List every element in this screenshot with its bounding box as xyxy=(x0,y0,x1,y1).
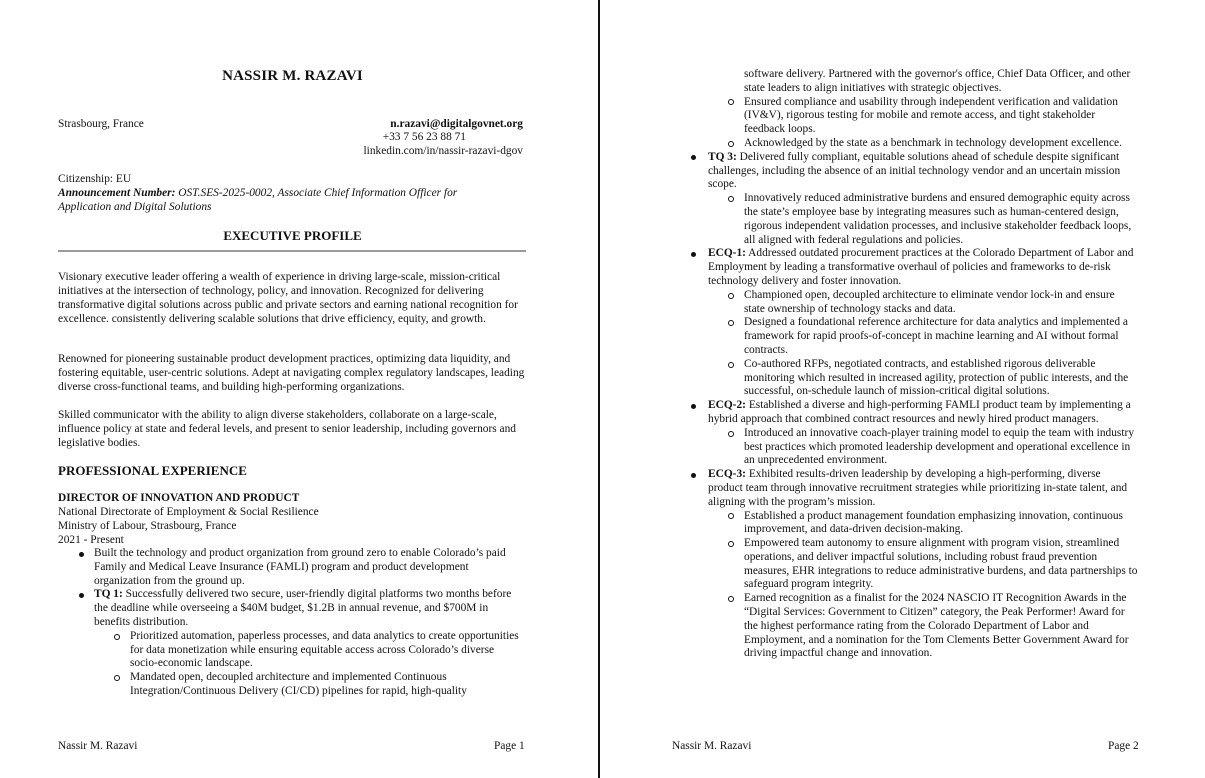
citizenship: Citizenship: EU xyxy=(58,173,132,185)
resume-page-1 xyxy=(0,0,598,778)
bullet-text: Empowered team autonomy to ensure alignment with program vision, streamlined operations, and deliver impactful solutions, including robust fraud prevention measures, EHR integrations to reduce administrative burdens, and data partnerships to safeguard program integrity. xyxy=(744,537,1138,591)
experience-bullets xyxy=(94,547,524,699)
bullet-text: Mandated open, decoupled architecture and implemented Continuous Integration/Continuous Delivery (CI/CD) pipelines for rapid, high-quality xyxy=(130,671,467,697)
bullet-text: Addressed outdated procurement practices at the Colorado Department of Labor and Employment by leading a transformative overhaul of policies and frameworks to de-risk technology delivery and foster innovation. xyxy=(708,247,1134,287)
bullet-text: Ensured compliance and usability through independent verification and validation (IV&V), rigorous testing for mobile and remote access, and tight stakeholder feedback loops. xyxy=(744,95,1118,136)
organization: National Directorate of Employment & Social Resilience xyxy=(58,506,319,518)
profile-paragraph-3: Skilled communicator with the ability to align diverse stakeholders, collaborate on a large-scale, influence policy at state and federal levels, and present to senior leadership, including governors and legislative bodies. xyxy=(58,409,517,449)
sub-list-item xyxy=(744,289,1138,317)
bullet-text: Championed open, decoupled architecture to eliminate vendor lock-in and ensure state ownership of technology stacks and data. xyxy=(744,288,1115,315)
job-title: DIRECTOR OF INNOVATION AND PRODUCT xyxy=(58,492,300,504)
bullet-text: Designed a foundational reference architecture for data analytics and implemented a framework for rapid proofs-of-concept in machine learning and AI without formal contracts. xyxy=(744,316,1128,356)
list-item xyxy=(94,547,524,588)
bullet-text: Co-authored RFPs, negotiated contracts, and established rigorous deliverable monitoring which resulted in increased agility, protection of public interests, and the successful, on-schedule launch of mission-critical digital solutions. xyxy=(744,357,1129,398)
bullet-label: ECQ-3: xyxy=(708,468,746,481)
list-item xyxy=(708,151,1138,192)
bullet-text: Innovatively reduced administrative burdens and ensured demographic equity across the state’s employee base by integrating measures such as human-centered design, rigorous independent validation processes, and inclusive stakeholder feedback loops, all aligned with federal regulations and policies. xyxy=(744,192,1132,246)
sub-list-item xyxy=(130,630,524,671)
bullet-text: Delivered fully compliant, equitable solutions ahead of schedule despite significant challenges, including the absence of an initial technology vendor and an uncertain mission scope. xyxy=(708,150,1121,191)
sub-list-item xyxy=(744,316,1138,357)
bullet-label: TQ 3: xyxy=(708,150,737,163)
linkedin-link[interactable]: linkedin.com/in/nassir-razavi-dgov xyxy=(363,145,523,157)
footer-name: Nassir M. Razavi xyxy=(672,740,752,752)
candidate-name: NASSIR M. RAZAVI xyxy=(222,68,363,84)
bullet-text: Introduced an innovative coach-player training model to equip the team with industry best practices which promoted leadership development and operational excellence in an unprecedented environment. xyxy=(744,426,1135,467)
footer-page-number: Page 2 xyxy=(1108,740,1139,752)
announcement-label: Announcement Number: xyxy=(58,187,176,199)
list-item xyxy=(708,468,1138,509)
sub-list-item xyxy=(744,537,1138,592)
bullet-text: Established a product management foundation emphasizing innovation, continuous improvement, and data-driven decision-making. xyxy=(744,509,1123,536)
sub-list-item xyxy=(744,592,1138,661)
bullet-label: ECQ-1: xyxy=(708,247,746,260)
sub-list-item xyxy=(130,671,524,699)
announcement xyxy=(58,187,498,215)
list-item xyxy=(94,588,524,629)
announcement-value: OST.SES-2025-0002, Associate Chief Information Officer for Application and Digital Solutions xyxy=(58,187,458,213)
bullet-text: Exhibited results-driven leadership by developing a high-performing, diverse product team through innovative recruitment strategies while prioritizing in-state talent, and aligning with the program’s mission. xyxy=(708,468,1128,508)
footer-name: Nassir M. Razavi xyxy=(58,740,138,752)
sub-list-item xyxy=(744,510,1138,538)
footer-page-number: Page 1 xyxy=(494,740,525,752)
list-item xyxy=(708,399,1138,427)
sub-list-item xyxy=(744,358,1138,399)
bullet-label: TQ 1: xyxy=(94,588,123,601)
sub-list-item xyxy=(744,192,1138,247)
resume-page-2 xyxy=(600,0,1205,778)
bullet-text: Built the technology and product organization from ground zero to enable Colorado’s paid Family and Medical Leave Insurance (FAMLI) program and product development organization from the ground up. xyxy=(94,547,506,587)
experience-heading: PROFESSIONAL EXPERIENCE xyxy=(58,463,247,478)
exec-profile-heading: EXECUTIVE PROFILE xyxy=(223,228,362,243)
bullet-text: Prioritized automation, paperless processes, and data analytics to create opportunities for data monetization while ensuring equitable access across Colorado’s diverse socio-economic landscape. xyxy=(130,629,519,670)
sub-list-item xyxy=(744,427,1138,468)
sub-list-item xyxy=(744,137,1138,151)
ministry: Ministry of Labour, Strasbourg, France xyxy=(58,520,237,532)
location: Strasbourg, France xyxy=(58,118,144,130)
bullet-text: Earned recognition as a finalist for the 2024 NASCIO IT Recognition Awards in the “Digital Services: Government to Citizen” category, the Peak Performer! Award for the highest performance rating from the Colorado Department of Labor and Employment, and a nomination for the Tom Clements Better Government Award for driving impactful change and innovation. xyxy=(744,592,1129,660)
bullet-label: ECQ-2: xyxy=(708,399,746,412)
profile-paragraph-2: Renowned for pioneering sustainable product development practices, optimizing data liquidity, and fostering equitable, user-centric solutions. Adept at navigating complex regulatory landscapes, leading diverse cross-functional teams, and building high-performing organizations. xyxy=(58,353,525,393)
email-link[interactable]: n.razavi@digitalgovnet.org xyxy=(390,118,523,130)
list-item xyxy=(708,247,1138,288)
section-divider xyxy=(58,250,526,252)
bullet-text: Established a diverse and high-performing FAMLI product team by implementing a hybrid approach that combined contract resources and newly hired product managers. xyxy=(708,399,1131,425)
sub-list-item-continued xyxy=(744,68,1138,96)
sub-list-item xyxy=(744,96,1138,137)
experience-bullets-continued xyxy=(708,68,1138,661)
bullet-text: Acknowledged by the state as a benchmark in technology development excellence. xyxy=(744,136,1122,149)
job-dates: 2021 - Present xyxy=(58,534,124,546)
phone: +33 7 56 23 88 71 xyxy=(382,131,466,143)
bullet-text: Successfully delivered two secure, user-friendly digital platforms two months before the deadline while overseeing a $40M budget, $1.2B in annual revenue, and $700M in benefits distribution. xyxy=(94,588,512,628)
profile-paragraph-1: Visionary executive leader offering a wealth of experience in driving large-scale, mission-critical initiatives at the intersection of technology, policy, and innovation. Recognized for delivering transformative digital solutions across public and private sectors and earning national recognition for excellence. consistently delivering scalable solutions that drive efficiency, equity, and growth. xyxy=(58,271,518,325)
bullet-text: software delivery. Partnered with the governor's office, Chief Data Officer, and other state leaders to align initiatives with strategic objectives. xyxy=(744,68,1131,94)
